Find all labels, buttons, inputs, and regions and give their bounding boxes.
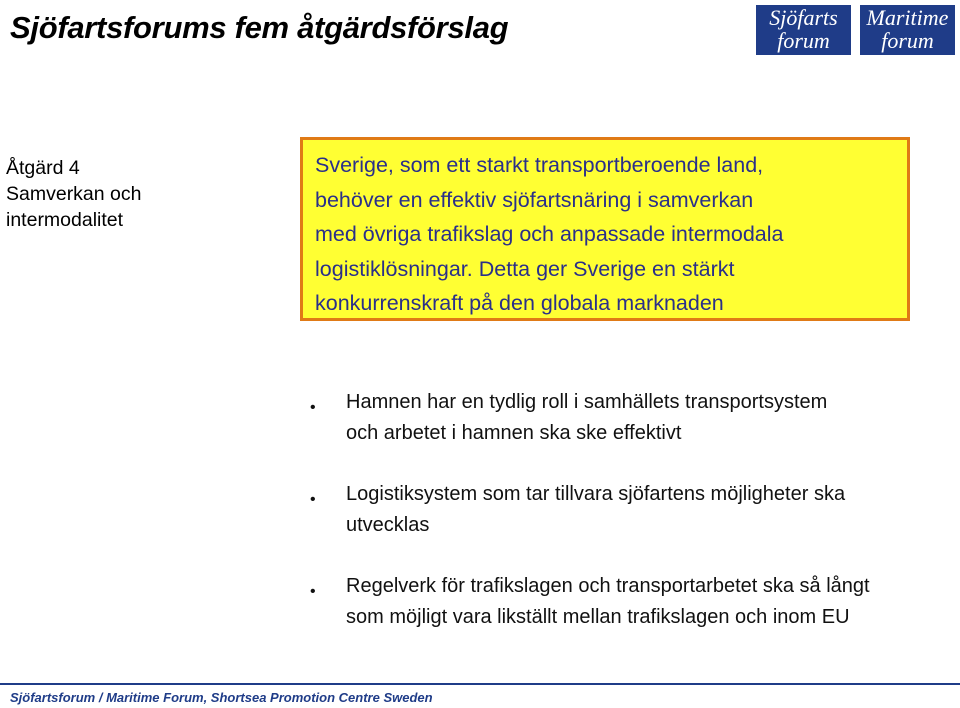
logo-line: Sjöfarts [769,5,838,30]
bullet-item [310,387,960,449]
bullet-line: Logistiksystem som tar tillvara sjöfartens möjligheter ska [346,483,846,505]
footer-text: Sjöfartsforum / Maritime Forum, Shortsea Promotion Centre Sweden [10,690,433,705]
bullet-line: Hamnen har en tydlig roll i samhällets transportsystem [346,391,828,413]
highlight-line: logistiklösningar. Detta ger Sverige en stärkt [315,256,735,281]
bullet-icon: • [310,491,316,508]
bullet-line: utvecklas [346,514,430,536]
side-label-line: Samverkan och [6,183,142,205]
sjofartsforum-logo [756,5,851,55]
highlight-line: konkurrenskraft på den globala marknaden [315,291,724,315]
footer-divider [0,683,960,685]
side-label-line: Åtgärd 4 [6,157,80,179]
bullet-list [310,387,960,663]
side-label-line: intermodalitet [6,209,124,231]
highlight-box [300,137,910,321]
slide-title: Sjöfartsforums fem åtgärdsförslag [10,10,509,45]
bullet-item [310,571,960,633]
highlight-line: Sverige, som ett starkt transportberoende land, [315,153,764,177]
logo-line: forum [881,28,934,53]
side-label [6,155,141,233]
bullet-item [310,479,960,541]
bullet-icon: • [310,583,316,600]
logo-line: forum [777,28,830,53]
highlight-line: behöver en effektiv sjöfartsnäring i samverkan [315,187,754,212]
bullet-line: som möjligt vara likställt mellan trafikslagen och inom EU [346,606,850,628]
bullet-line: Regelverk för trafikslagen och transportarbetet ska så långt [346,575,870,597]
bullet-icon: • [310,399,316,416]
bullet-line: och arbetet i hamnen ska ske effektivt [346,422,682,444]
logo-line: Maritime [866,5,949,30]
maritime-forum-logo [860,5,955,55]
highlight-line: med övriga trafikslag och anpassade intermodala [315,222,784,246]
